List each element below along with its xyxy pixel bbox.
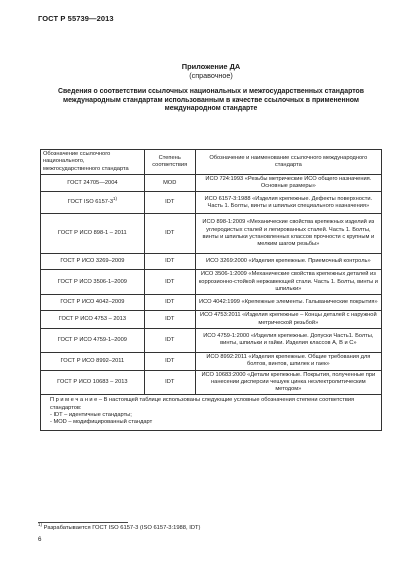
table-row (41, 214, 382, 254)
national-standard-code: ГОСТ Р ИСО 4753 – 2013 (58, 316, 126, 323)
footnote-marker: 1) (38, 522, 43, 528)
note-item-idt: - IDT – идентичные стандарты; (50, 412, 132, 419)
cell-national-standard (41, 352, 145, 370)
cell-international-standard: ИСО 724:1993 «Резьбы метрические ИСО общего назначения. Основные размеры» (195, 174, 381, 192)
footnote-divider (38, 522, 128, 523)
reference-standards-table (40, 149, 382, 431)
cell-international-standard: ИСО 898-1:2009 «Механические свойства крепежных изделий из углеродистых сталей и легированных сталей. Часть 1. Болты, винты и шпильки установленных классов прочности с крупным и мелким шагом резьбы» (195, 214, 381, 254)
cell-international-standard: ИСО 8992:2011 «Изделия крепежные. Общие требования для болтов, винтов, шпилек и гаек» (195, 352, 381, 370)
table-row (41, 192, 382, 214)
page-number: 6 (38, 536, 42, 543)
cell-international-standard: ИСО 4042:1999 «Крепежные элементы. Гальванические покрытия» (195, 295, 381, 311)
cell-national-standard (41, 192, 145, 214)
cell-national-standard (41, 328, 145, 352)
cell-international-standard: ИСО 4753:2011 «Изделия крепежные – Концы деталей с наружной метрической резьбой» (195, 311, 381, 329)
cell-national-standard (41, 370, 145, 395)
header-national-standard: Обозначение ссылочного национального, межгосударственного стандарта (41, 150, 145, 175)
table-body (41, 174, 382, 395)
cell-degree: MOD (144, 174, 195, 192)
cell-national-standard (41, 311, 145, 329)
table-note-row (41, 395, 382, 430)
national-standard-code: ГОСТ Р ИСО 3506-1–2009 (57, 278, 127, 285)
table-row (41, 328, 382, 352)
cell-degree: IDT (144, 352, 195, 370)
cell-degree: IDT (144, 295, 195, 311)
cell-international-standard: ИСО 10683:2000 «Детали крепежные. Покрытия, полученные при нанесении дисперсии чешуек цинка неэлектролитическим методом» (195, 370, 381, 395)
national-standard-code: ГОСТ Р ИСО 4759-1–2009 (57, 336, 127, 343)
annex-subtitle: (справочное) (189, 71, 233, 80)
cell-national-standard (41, 174, 145, 192)
footnote-ref: 1) (112, 196, 117, 202)
cell-degree: IDT (144, 192, 195, 214)
cell-degree: IDT (144, 311, 195, 329)
cell-degree: IDT (144, 270, 195, 295)
national-standard-code: ГОСТ Р ИСО 10683 – 2013 (57, 378, 128, 385)
table-row (41, 254, 382, 270)
annex-heading (38, 62, 384, 80)
page-header-standard-code: ГОСТ Р 55739—2013 (38, 14, 114, 23)
cell-international-standard: ИСО 6157-3:1988 «Изделия крепежные. Дефекты поверхности. Часть 1. Болты, винты и шпильки специального назначения» (195, 192, 381, 214)
footnote-text: Разрабатывается ГОСТ ISO 6157-3 (ISO 6157-3:1988, IDT) (43, 525, 201, 531)
national-standard-code: ГОСТ Р ИСО 4042–2009 (60, 299, 125, 306)
table-row (41, 174, 382, 192)
table-row (41, 352, 382, 370)
annex-description: Сведения о соответствии ссылочных национальных и межгосударственных стандартов международным стандартам использованным в качестве ссылочных в примененном международном стандарте (58, 88, 364, 113)
note-item-mod: - MOD – модифицированный стандарт (50, 419, 153, 426)
table-header-row (41, 150, 382, 175)
national-standard-code: ГОСТ Р ИСО 3269–2009 (60, 258, 125, 265)
table-row (41, 270, 382, 295)
annex-title: Приложение ДА (181, 62, 241, 71)
cell-degree: IDT (144, 214, 195, 254)
cell-international-standard: ИСО 3269:2000 «Изделия крепежные. Приемочный контроль» (195, 254, 381, 270)
national-standard-code: ГОСТ Р ИСО 8992–2011 (60, 357, 125, 364)
cell-degree: IDT (144, 370, 195, 395)
footnote (38, 522, 201, 531)
cell-international-standard: ИСО 4759-1:2000 «Изделия крепежные. Допуски Часть1. Болты, винты, шпильки и гайки. Изделия классов А, В и С» (195, 328, 381, 352)
note-lead: П р и м е ч а н и е – В настоящей таблице использованы следующие условные обозначения степени соответствия стандартов: (50, 397, 355, 411)
table-row (41, 311, 382, 329)
national-standard-code: ГОСТ Р ИСО 898-1 – 2011 (58, 230, 127, 237)
cell-international-standard: ИСО 3506-1:2009 «Механические свойства крепежных деталей из коррозионно-стойкой нержавеющей стали. Часть 1. Болты, винты и шпильки» (195, 270, 381, 295)
table-note (41, 395, 382, 430)
cell-national-standard (41, 270, 145, 295)
header-degree: Степень соответствия (144, 150, 195, 175)
cell-national-standard (41, 214, 145, 254)
national-standard-code: ГОСТ 24705—2004 (67, 179, 118, 186)
cell-national-standard (41, 254, 145, 270)
table-row (41, 370, 382, 395)
table-row (41, 295, 382, 311)
header-international-standard: Обозначение и наименование ссылочного международного стандарта (195, 150, 381, 175)
national-standard-code: ГОСТ ISO 6157-3 (67, 199, 113, 206)
cell-degree: IDT (144, 328, 195, 352)
cell-national-standard (41, 295, 145, 311)
cell-degree: IDT (144, 254, 195, 270)
